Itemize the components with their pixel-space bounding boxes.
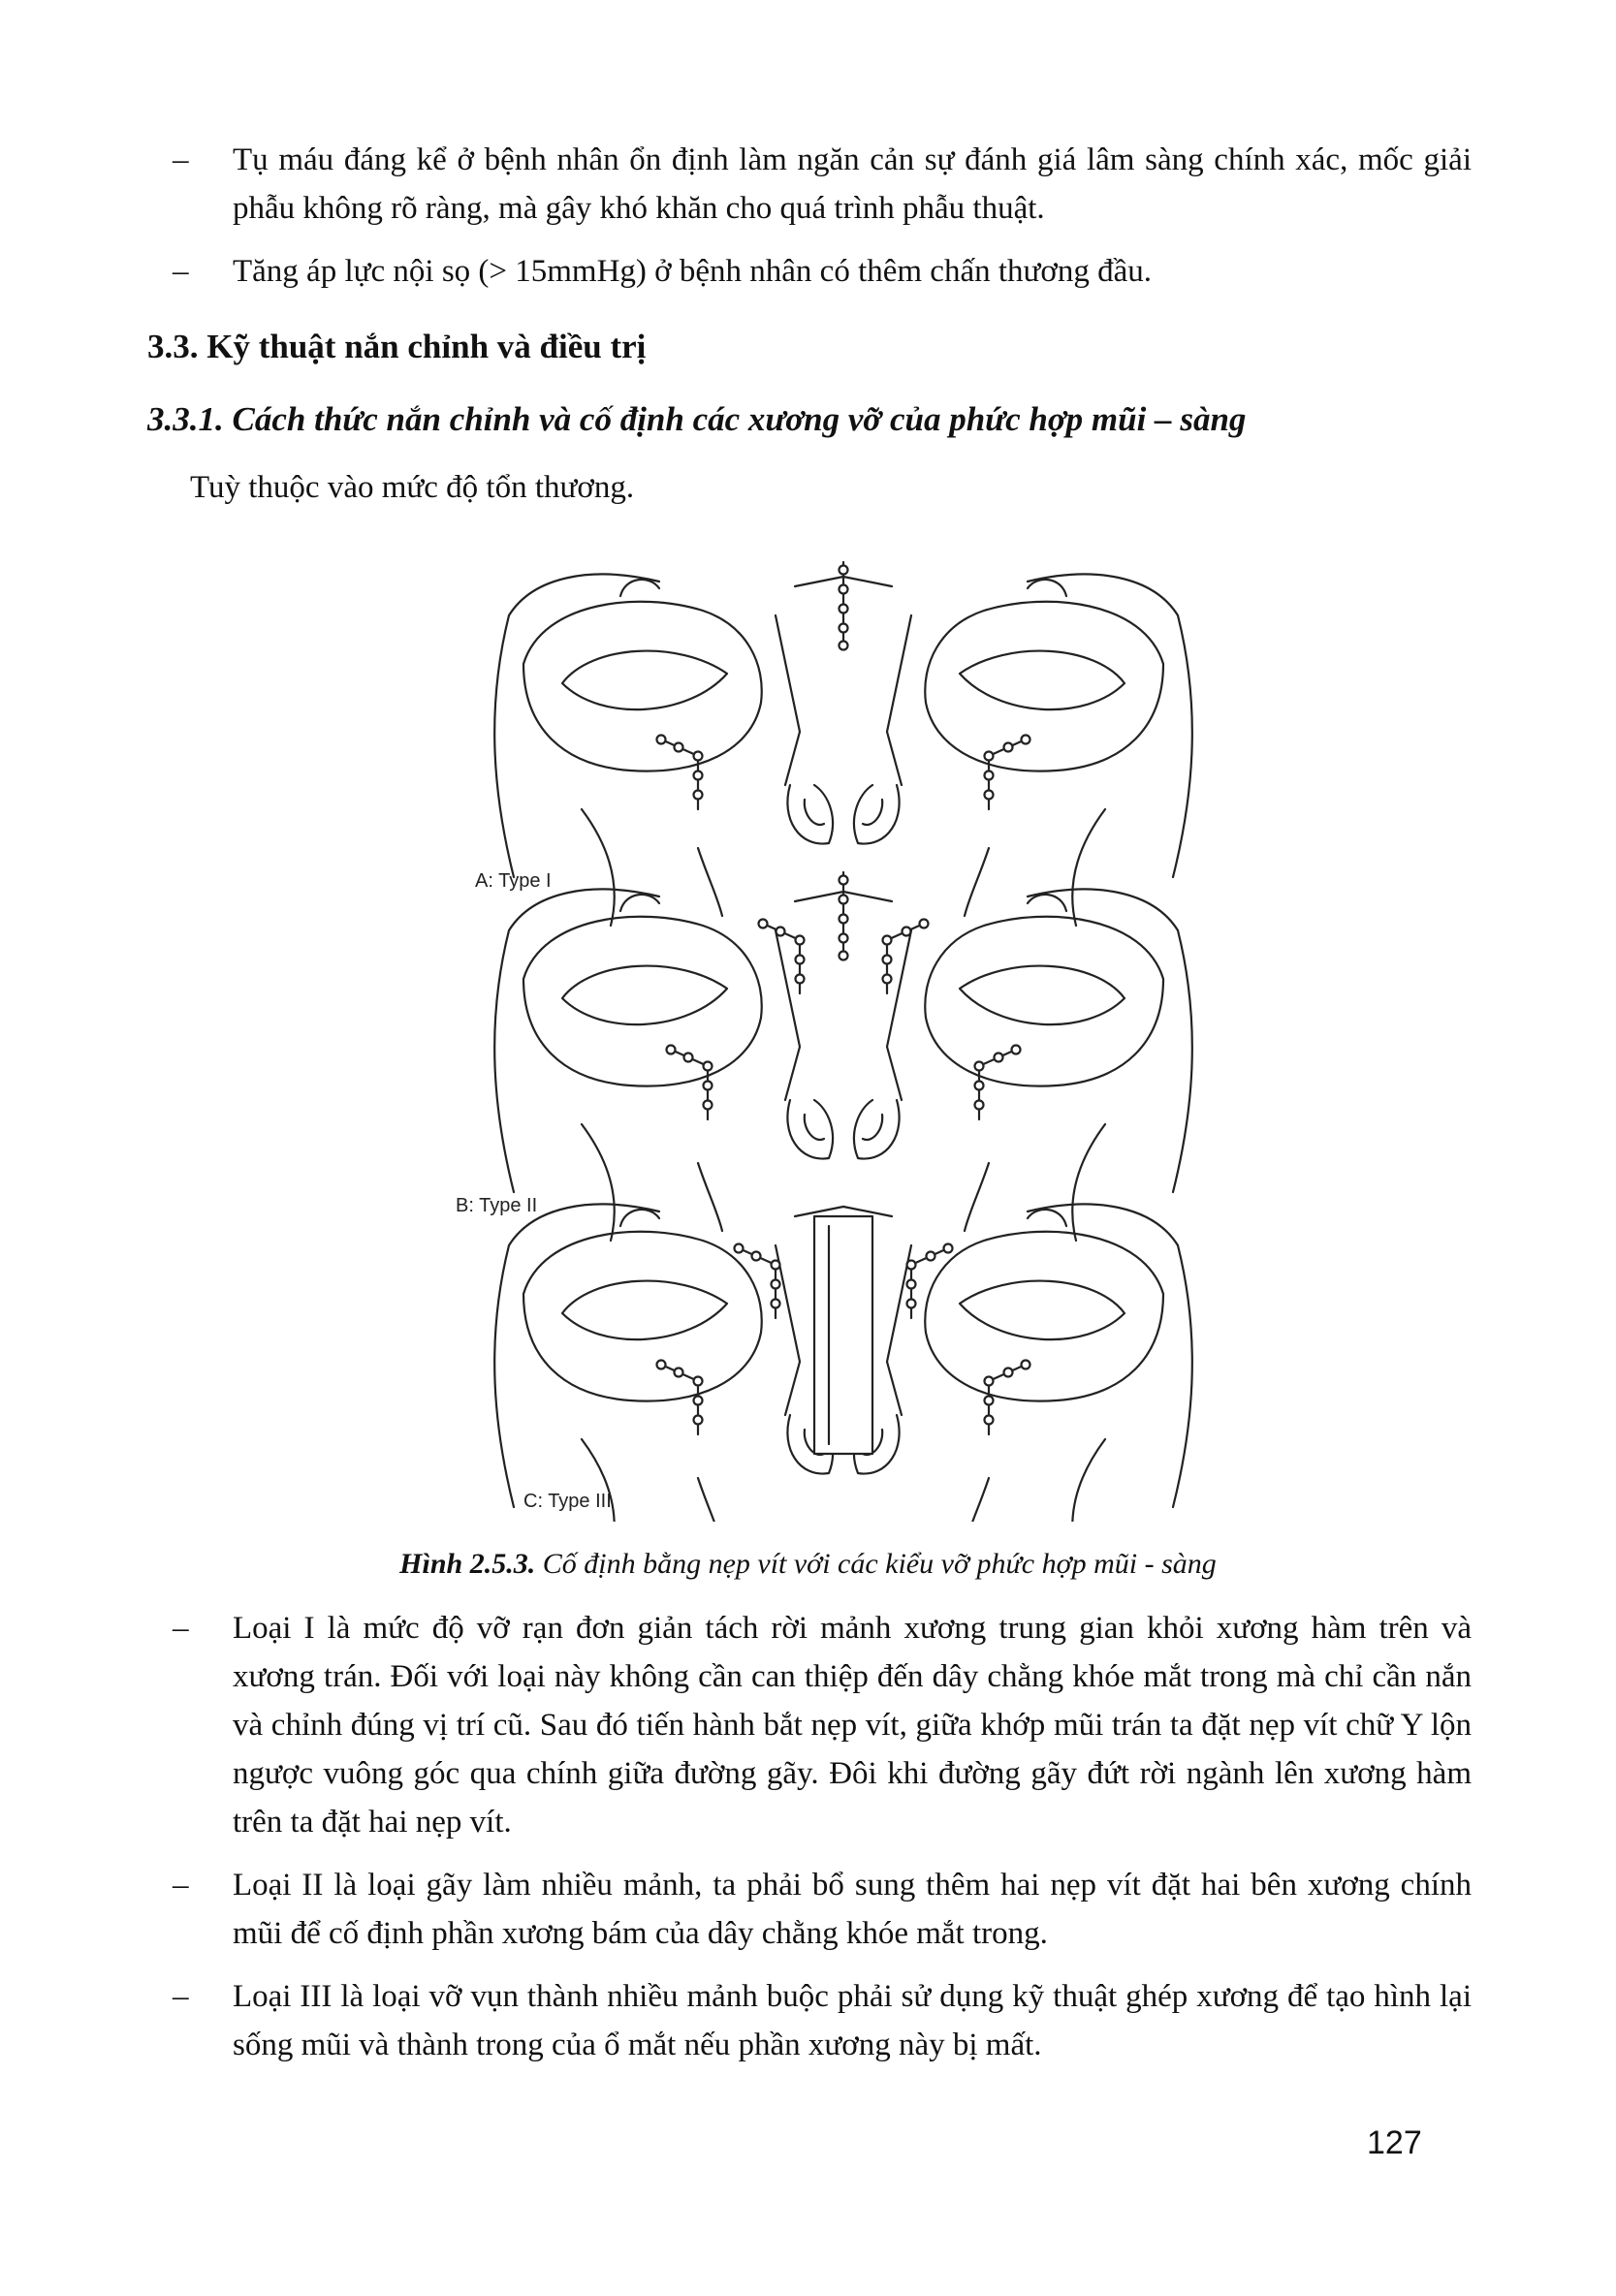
bullet-dash: – — [173, 254, 189, 289]
page-number: 127 — [1367, 2124, 1422, 2161]
subsection-heading: 3.3.1. Cách thức nắn chỉnh và cố định các xương vỡ của phức hợp mũi – sàng — [147, 400, 1247, 438]
panel-type-2 — [456, 872, 1192, 1241]
bullet-type-2 — [173, 1861, 1472, 1958]
bullet-dash: – — [173, 1611, 189, 1646]
figure-caption-text: Cố định bằng nẹp vít với các kiểu vỡ phức hợp mũi - sàng — [542, 1548, 1217, 1580]
panel-type-3 — [494, 1205, 1192, 1522]
bullet-type-1 — [173, 1604, 1472, 1846]
bone-graft-shape — [814, 1216, 872, 1454]
panel-label-type-1: A: Type I — [475, 870, 552, 892]
panel-type-1 — [475, 562, 1192, 926]
bullet-text: Tụ máu đáng kể ở bệnh nhân ổn định làm ngăn cản sự đánh giá lâm sàng chính xác, mốc giải phẫu không rõ ràng, mà gây khó khăn cho quá trình phẫu thuật. — [233, 142, 1472, 226]
figure-caption — [0, 1548, 1616, 1581]
intro-paragraph: Tuỳ thuộc vào mức độ tổn thương. — [190, 470, 635, 505]
bullet-text: Loại I là mức độ vỡ rạn đơn giản tách rời mảnh xương trung gian khỏi xương hàm trên và xương trán. Đối với loại này không cần can thiệp đến dây chằng khóe mắt trong mà chỉ cần nắn và chỉnh đúng vị trí cũ. Sau đó tiến hành bắt nẹp vít, giữa khớp mũi trán ta đặt nẹp vít chữ Y lộn ngược vuông góc qua chính giữa đường gãy. Đôi khi đường gãy đứt rời ngành lên xương hàm trên ta đặt hai nẹp vít. — [233, 1611, 1472, 1840]
panel-label-type-2: B: Type II — [456, 1195, 538, 1216]
bullet-text: Loại II là loại gãy làm nhiều mảnh, ta phải bổ sung thêm hai nẹp vít đặt hai bên xương chính mũi để cố định phần xương bám của dây chằng khóe mắt trong. — [233, 1868, 1472, 1951]
bullet-dash: – — [173, 142, 189, 177]
bullet-type-3 — [173, 1972, 1472, 2069]
figure-number: Hình 2.5.3. — [399, 1548, 536, 1580]
bullet-dash: – — [173, 1979, 189, 2014]
bullet-intracranial-pressure — [173, 247, 1472, 296]
bullet-text: Loại III là loại vỡ vụn thành nhiều mảnh buộc phải sử dụng kỹ thuật ghép xương để tạo hình lại sống mũi và thành trong của ổ mắt nếu phần xương này bị mất. — [233, 1979, 1472, 2062]
bullet-dash: – — [173, 1868, 189, 1903]
bullet-hematoma — [173, 136, 1472, 233]
bullet-text: Tăng áp lực nội sọ (> 15mmHg) ở bệnh nhân có thêm chấn thương đầu. — [233, 254, 1152, 289]
panel-label-type-3: C: Type III — [523, 1491, 612, 1512]
fracture-fixation-figure — [456, 543, 1231, 1522]
section-heading: 3.3. Kỹ thuật nắn chỉnh và điều trị — [147, 328, 647, 365]
